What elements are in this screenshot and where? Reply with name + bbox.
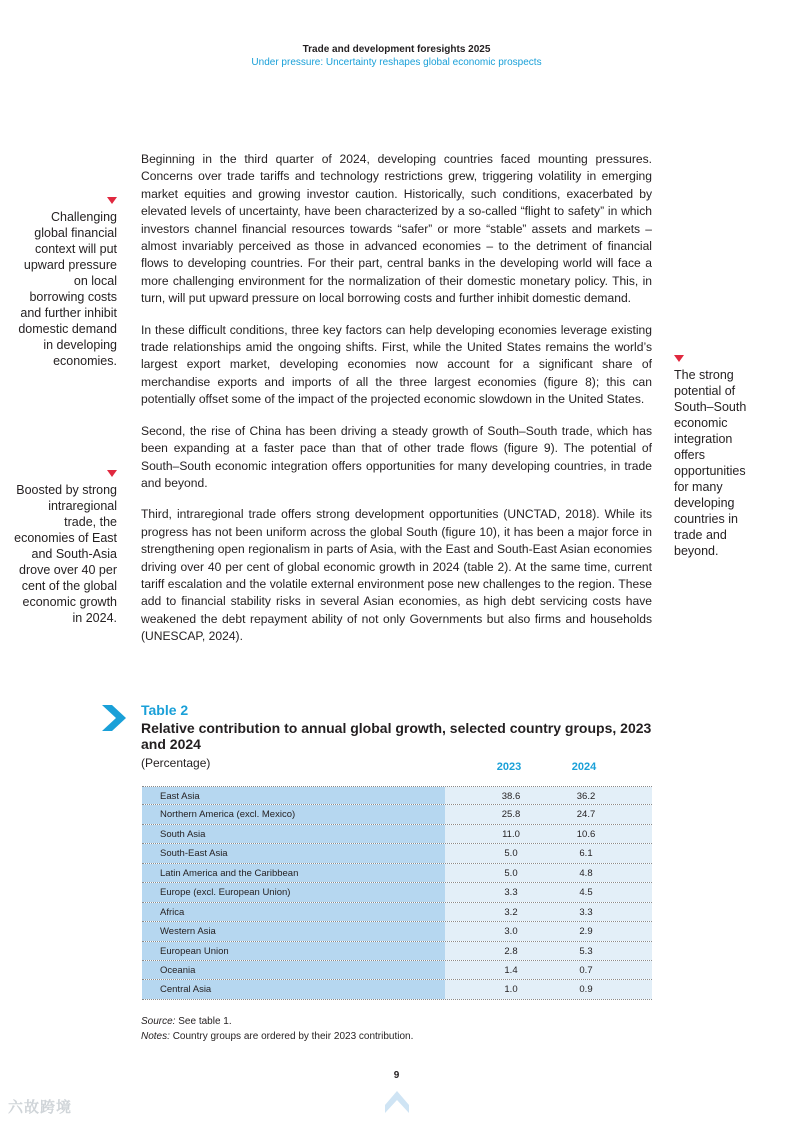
table-source: [141, 1016, 232, 1027]
paragraph: In these difficult conditions, three key factors can help developing economies leverage existing trade relationships amid the ongoing shifts. First, while the United States remains the world’s largest export market, developing economies now account for a significant share of merchandise exports and imports of all the three largest economies (figure 8); this can potentially offset some of the impact of the projected economic slowdown in the United States.: [141, 322, 652, 407]
value-2023: 5.0: [504, 848, 518, 860]
paragraph: Third, intraregional trade offers strong development opportunities (UNCTAD, 2018). While its progress has not been uniform across the global South (figure 10), it has been a major force in strengthening open regionalism in parts of Asia, with the East and South-East Asian economies driving over 40 per cent of global economic growth in 2024 (table 2). At the same time, current tariff escalation and the volatile external environment pose new challenges to the region. These add to financial stability risks in several Asian economies, as high debt servicing costs have weakened the debt repayment ability of not only Governments but also firms and households (UNESCAP, 2024).: [141, 507, 652, 644]
margin-note-south-south: [674, 355, 758, 559]
value-2023: 3.0: [504, 926, 518, 938]
margin-note-intraregional: [14, 470, 117, 626]
value-2023: 2.8: [504, 945, 518, 957]
row-name: European Union: [142, 942, 445, 960]
value-2024: 4.8: [579, 867, 593, 879]
report-title: Trade and development foresights 2025: [302, 44, 491, 55]
margin-note-text: Challenging global financial context will put upward pressure on local borrowing costs and further inhibit domestic demand in developing economies.: [18, 210, 117, 368]
value-2024: 3.3: [579, 906, 593, 918]
value-2024: 2.9: [579, 926, 593, 938]
value-2023: 5.0: [504, 867, 518, 879]
table-row: [142, 922, 652, 941]
table-label: Table 2: [141, 702, 189, 718]
row-name: Latin America and the Caribbean: [142, 864, 445, 882]
margin-note-financial: [18, 197, 117, 369]
value-2023: 1.0: [504, 984, 518, 996]
paragraph: Beginning in the third quarter of 2024, developing countries faced mounting pressures. Concerns over trade tariffs and technology restrictions grew, triggering volatility in emerging market equities and growing investor caution. Historically, such conditions, exacerbated by elevated levels of uncertainty, have been characterized by a so-called “flight to safety” in which investors channel financial resources towards “safer” or more “stable” assets and markets – almost invariably perceived as those in advanced economies – to the detriment of financial flows to developing countries. For their part, central banks in the developing world will face a more challenging environment for the normalization of their domestic monetary policy. This, in turn, will put upward pressure on local borrowing costs and further inhibit domestic demand.: [141, 152, 652, 306]
table-row: [142, 903, 652, 922]
paragraph: Second, the rise of China has been driving a steady growth of South–South trade, which has been expanding at a faster pace than that of other trade flows (figure 9). The potential of South–South economic integration offers opportunities for many developing countries, in trade and beyond.: [141, 423, 652, 490]
source-text: See table 1.: [178, 1016, 232, 1027]
contribution-table: [142, 786, 652, 1000]
table-notes: [141, 1031, 413, 1042]
value-2023: 25.8: [501, 809, 521, 821]
table-row: [142, 883, 652, 902]
value-2023: 3.3: [504, 887, 518, 899]
value-2024: 10.6: [576, 828, 596, 840]
row-name: Central Asia: [142, 980, 445, 998]
value-2023: 38.6: [501, 791, 521, 802]
report-subtitle: Under pressure: Uncertainty reshapes global economic prospects: [251, 57, 542, 68]
table-unit: (Percentage): [141, 756, 211, 770]
body-text: [141, 151, 652, 660]
row-name: South-East Asia: [142, 844, 445, 862]
table-row: [142, 805, 652, 824]
running-header: [0, 43, 793, 69]
row-name: Northern America (excl. Mexico): [142, 805, 445, 823]
table-row: [142, 844, 652, 863]
table-row: [142, 980, 652, 999]
value-2024: 6.1: [579, 848, 593, 860]
row-name: Oceania: [142, 961, 445, 979]
value-2023: 1.4: [504, 964, 518, 976]
row-name: East Asia: [142, 787, 445, 804]
row-name: Europe (excl. European Union): [142, 883, 445, 901]
table-row: [142, 864, 652, 883]
triangle-marker-icon: [107, 470, 117, 477]
margin-note-text: Boosted by strong intraregional trade, the economies of East and South-Asia drove over 40 per cent of the global economic growth in 2024.: [14, 483, 117, 625]
row-name: South Asia: [142, 825, 445, 843]
table-row: [142, 825, 652, 844]
source-label: Source:: [141, 1016, 176, 1027]
triangle-marker-icon: [107, 197, 117, 204]
table-row: [142, 942, 652, 961]
triangle-marker-icon: [674, 355, 684, 362]
page-number: 9: [393, 1070, 400, 1081]
scroll-to-top-icon[interactable]: [384, 1090, 410, 1114]
value-2024: 36.2: [576, 791, 596, 802]
row-name: Western Asia: [142, 922, 445, 940]
value-2024: 5.3: [579, 945, 593, 957]
value-2023: 3.2: [504, 906, 518, 918]
notes-text: Country groups are ordered by their 2023 contribution.: [172, 1031, 414, 1042]
table-row: [142, 786, 652, 805]
notes-label: Notes:: [141, 1031, 170, 1042]
value-2024: 0.9: [579, 984, 593, 996]
table-row: [142, 961, 652, 980]
chevron-right-icon: [100, 704, 128, 732]
column-header-2023: 2023: [496, 761, 522, 773]
value-2024: 24.7: [576, 809, 596, 821]
value-2024: 4.5: [579, 887, 593, 899]
column-header-2024: 2024: [571, 761, 597, 773]
watermark: 六故跨境: [8, 1099, 73, 1116]
value-2023: 11.0: [502, 828, 520, 840]
margin-note-text: The strong potential of South–South economic integration offers opportunities for many developing countries in trade and beyond.: [674, 368, 747, 558]
row-name: Africa: [142, 903, 445, 921]
value-2024: 0.7: [579, 964, 593, 976]
table-title: Relative contribution to annual global growth, selected country groups, 2023 and 2024: [141, 720, 652, 752]
